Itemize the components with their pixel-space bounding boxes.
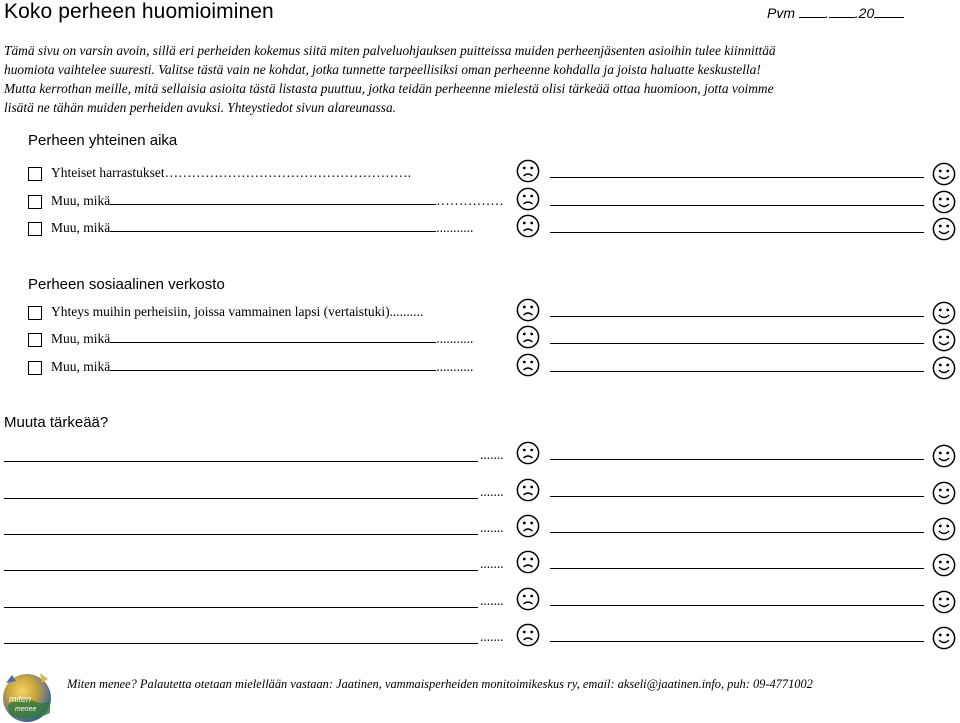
dots-leader: ....... [480,629,504,644]
date-field [767,5,904,21]
checklist-row [0,167,960,195]
row-label: Yhteys muihin perheisiin, joissa vammainen lapsi (vertaistuki).......... [51,304,424,319]
section-heading-social-network: Perheen sosiaalinen verkosto [28,276,225,293]
write-in-line[interactable] [4,643,478,644]
answer-line[interactable] [550,343,924,344]
row-label: Yhteiset harrastukset………………………………………………. [51,165,411,180]
intro-line: Mutta kerrothan meille, mitä sellaisia asioita tästä listasta puuttuu, jotka teidän perheenne mielestä olisi tärkeää ottaa huomioon, jotta voimme [4,81,774,96]
answer-line[interactable] [550,641,924,642]
row-label: Muu, mikä ........... [51,331,474,346]
answer-line[interactable] [550,371,924,372]
happy-face-icon[interactable] [932,444,956,468]
svg-text:miten: miten [9,694,32,704]
intro-line: huomiota vaihtelee suuresti. Valitse tästä vain ne kohdat, jotka tunnette tarpeellisiksi oman perheenne kohdalla ja joista haluatte keskustella! [4,62,761,77]
happy-face-icon[interactable] [932,553,956,577]
happy-face-icon[interactable] [932,328,956,352]
happy-face-icon[interactable] [932,190,956,214]
happy-face-icon[interactable] [932,626,956,650]
sad-face-icon[interactable] [516,159,540,183]
write-in-line[interactable] [4,498,478,499]
row-label: Muu, mikä …………… [51,193,504,208]
sad-face-icon[interactable] [516,478,540,502]
page-title: Koko perheen huomioiminen [4,0,274,23]
happy-face-icon[interactable] [932,162,956,186]
footer-contact-text: Miten menee? Palautetta otetaan mielellään vastaan: Jaatinen, vammaisperheiden monitoimikeskus ry, email: akseli@jaatinen.info, puh: 09-4771002 [67,677,813,691]
row-label: Muu, mikä ........... [51,359,474,374]
date-day-blank[interactable] [799,6,825,18]
answer-line[interactable] [550,316,924,317]
happy-face-icon[interactable] [932,301,956,325]
sad-face-icon[interactable] [516,587,540,611]
date-year: .20 [854,5,875,21]
sad-face-icon[interactable] [516,514,540,538]
svg-text:menee: menee [15,706,37,713]
write-in-line[interactable] [4,570,478,571]
answer-line[interactable] [550,177,924,178]
free-text-row [0,595,960,623]
checklist-row [0,333,960,361]
happy-face-icon[interactable] [932,517,956,541]
checklist-row [0,306,960,334]
free-text-row [0,522,960,550]
happy-face-icon[interactable] [932,590,956,614]
dots-leader: ....... [480,447,504,462]
sad-face-icon[interactable] [516,187,540,211]
sad-face-icon[interactable] [516,298,540,322]
happy-face-icon[interactable] [932,481,956,505]
date-label: Pvm [767,5,795,21]
checklist-row [0,195,960,223]
miten-menee-logo-icon [0,669,54,723]
write-in-line[interactable] [4,461,478,462]
free-text-row [0,486,960,514]
answer-line[interactable] [550,605,924,606]
happy-face-icon[interactable] [932,356,956,380]
checklist-row [0,222,960,250]
free-text-row [0,449,960,477]
write-in-line[interactable] [4,534,478,535]
answer-line[interactable] [550,532,924,533]
dots-leader: ....... [480,593,504,608]
dots-leader: ....... [480,484,504,499]
answer-line[interactable] [550,459,924,460]
write-in-line[interactable] [110,331,436,343]
checkbox[interactable] [28,222,42,236]
answer-line[interactable] [550,205,924,206]
sad-face-icon[interactable] [516,550,540,574]
section-heading-family-time: Perheen yhteinen aika [28,132,178,149]
checkbox[interactable] [28,333,42,347]
answer-line[interactable] [550,232,924,233]
sad-face-icon[interactable] [516,353,540,377]
write-in-line[interactable] [110,220,436,232]
write-in-line[interactable] [110,359,436,371]
checkbox[interactable] [28,361,42,375]
date-year-blank[interactable] [874,6,904,18]
sad-face-icon[interactable] [516,623,540,647]
date-month-blank[interactable] [829,6,855,18]
date-separator: . [824,5,829,21]
free-text-row [0,631,960,659]
dots-leader: ....... [480,556,504,571]
intro-text [4,41,954,117]
write-in-line[interactable] [4,607,478,608]
section-heading-other: Muuta tärkeää? [4,414,109,431]
sad-face-icon[interactable] [516,441,540,465]
sad-face-icon[interactable] [516,325,540,349]
checkbox[interactable] [28,195,42,209]
checkbox[interactable] [28,306,42,320]
checklist-row [0,361,960,389]
answer-line[interactable] [550,496,924,497]
free-text-row [0,558,960,586]
checkbox[interactable] [28,167,42,181]
dots-leader: ....... [480,520,504,535]
row-label: Muu, mikä ........... [51,220,474,235]
write-in-line[interactable] [110,193,436,205]
answer-line[interactable] [550,568,924,569]
sad-face-icon[interactable] [516,214,540,238]
happy-face-icon[interactable] [932,217,956,241]
intro-line: Tämä sivu on varsin avoin, sillä eri perheiden kokemus siitä miten palveluohjauksen puitteissa muiden perheenjäsenten asioihin tulee kiinnittää [4,43,776,58]
intro-line: lisätä ne tähän muiden perheiden avuksi. Yhteystiedot sivun alareunassa. [4,100,397,115]
